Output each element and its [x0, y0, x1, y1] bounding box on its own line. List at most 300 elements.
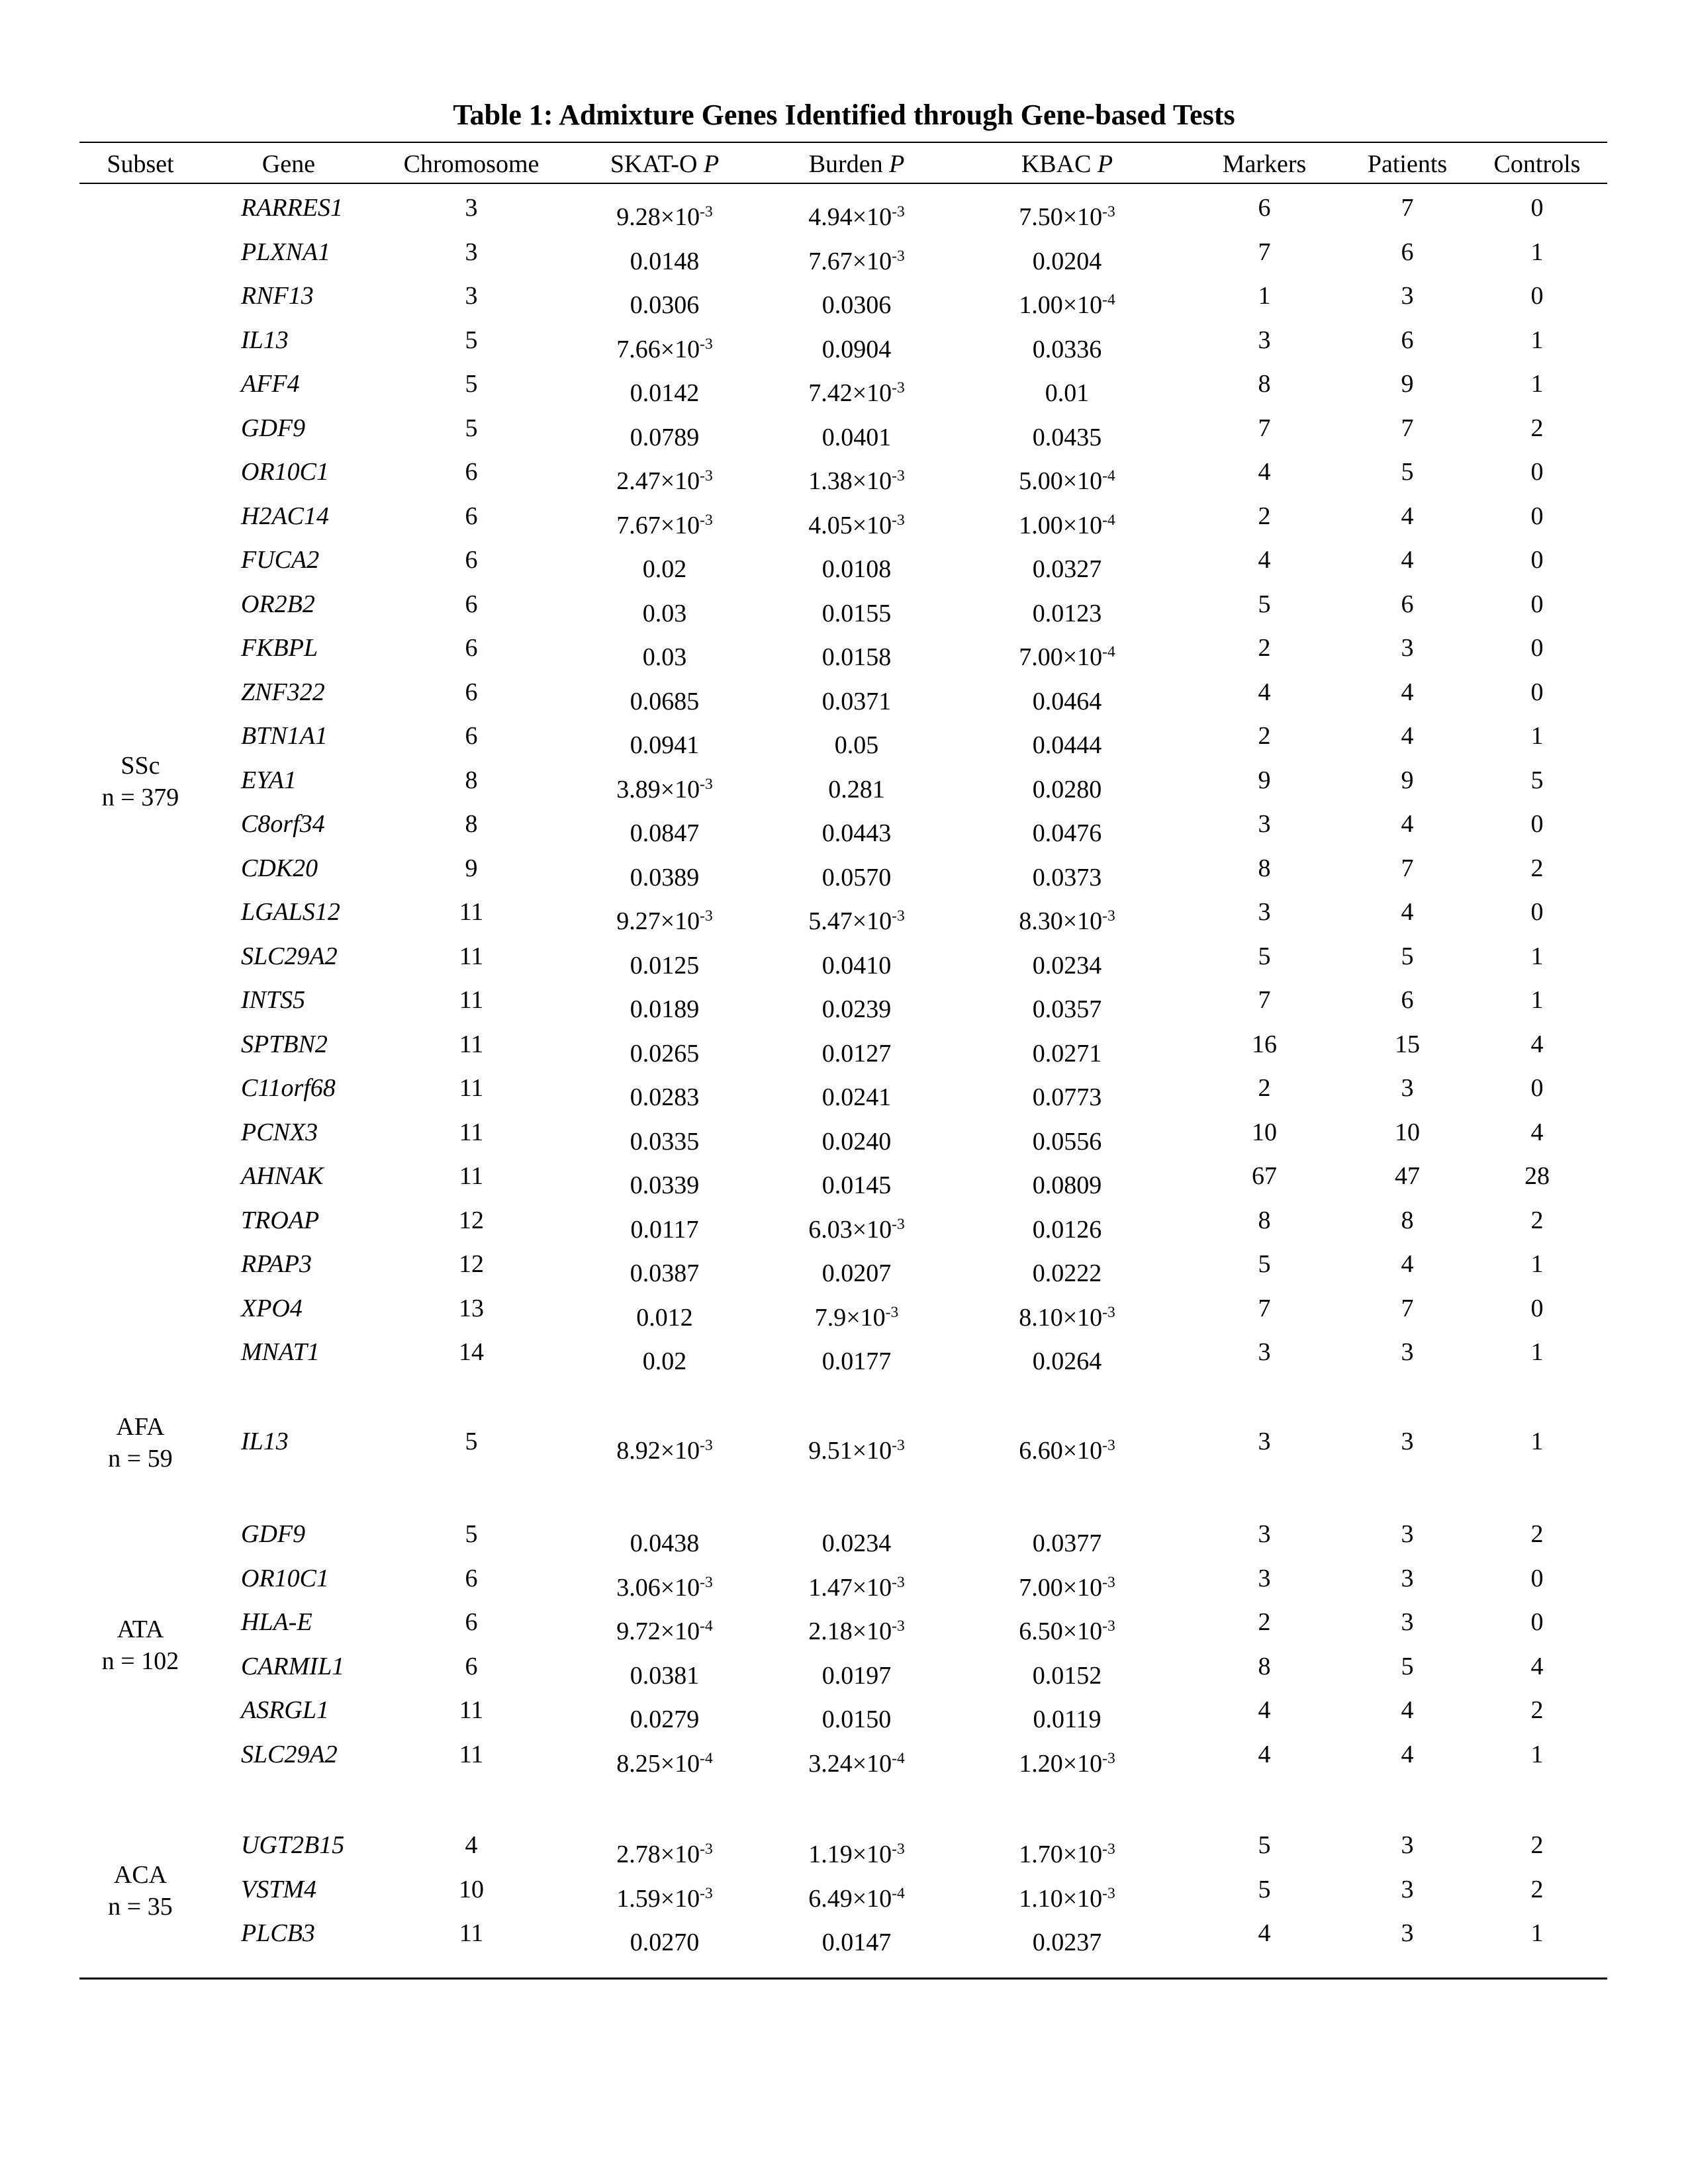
burden-p-cell: $4.94\times 10^{-3}$: [808, 203, 905, 231]
controls-cell: 0: [1530, 502, 1544, 530]
chromosome-cell: 5: [465, 1428, 478, 1455]
chromosome-cell: 13: [459, 1294, 484, 1322]
patients-cell: 9: [1401, 370, 1414, 398]
kbac-p-cell: 0.0464: [1032, 687, 1102, 715]
burden-p-cell: 0.0239: [821, 995, 892, 1023]
gene-cell: FUCA2: [241, 546, 320, 574]
kbac-p-cell: 0.0377: [1032, 1529, 1102, 1557]
patients-cell: 8: [1401, 1206, 1414, 1234]
subset-size: n = 59: [108, 1445, 173, 1473]
patients-cell: 7: [1401, 854, 1414, 882]
skat-o-p-cell: 0.0685: [630, 687, 700, 715]
chromosome-cell: 11: [459, 1696, 484, 1724]
skat-o-p-cell: 0.0265: [630, 1039, 700, 1068]
gene-cell: ZNF322: [241, 678, 325, 706]
burden-p-cell: $1.47\times 10^{-3}$: [808, 1573, 905, 1602]
patients-cell: 9: [1401, 766, 1414, 794]
subset-name: ACA: [113, 1860, 167, 1889]
markers-cell: 3: [1258, 1338, 1271, 1366]
kbac-p-cell: 0.0204: [1032, 247, 1102, 275]
gene-cell: UGT2B15: [241, 1831, 345, 1859]
header-burden-p: [809, 150, 905, 179]
gene-cell: SLC29A2: [241, 1740, 338, 1768]
chromosome-cell: 6: [465, 1608, 478, 1636]
controls-cell: 1: [1530, 986, 1544, 1014]
skat-o-p-cell: 0.0148: [630, 247, 700, 275]
markers-cell: 4: [1258, 1919, 1271, 1947]
markers-cell: 7: [1258, 1294, 1271, 1322]
kbac-p-cell: 0.0271: [1032, 1039, 1102, 1068]
header-skat-p: P: [703, 150, 720, 178]
subset-label: [102, 1614, 179, 1677]
patients-cell: 15: [1395, 1030, 1420, 1058]
burden-p-cell: 0.0158: [821, 643, 892, 671]
skat-o-p-cell: 0.0789: [630, 423, 700, 451]
burden-p-cell: 0.0127: [821, 1039, 892, 1068]
controls-cell: 1: [1530, 370, 1544, 398]
table-header-rule: [79, 183, 1607, 184]
burden-p-cell: 0.0371: [821, 687, 892, 715]
controls-cell: 1: [1530, 1250, 1544, 1278]
header-kbac-p: P: [1097, 150, 1113, 178]
markers-cell: 2: [1258, 1074, 1271, 1102]
kbac-p-cell: $5.00\times 10^{-4}$: [1019, 467, 1115, 495]
kbac-p-cell: 0.0152: [1032, 1661, 1102, 1690]
skat-o-p-cell: 0.03: [642, 643, 687, 671]
skat-o-p-cell: $9.27\times 10^{-3}$: [616, 907, 713, 935]
subset-label: [108, 1859, 172, 1923]
controls-cell: 2: [1530, 1696, 1544, 1724]
skat-o-p-cell: 0.0189: [630, 995, 700, 1023]
gene-cell: RNF13: [241, 282, 314, 310]
markers-cell: 16: [1252, 1030, 1277, 1058]
controls-cell: 0: [1530, 458, 1544, 486]
skat-o-p-cell: 0.0142: [630, 379, 700, 407]
gene-cell: CARMIL1: [241, 1652, 345, 1680]
patients-cell: 5: [1401, 1652, 1414, 1680]
gene-cell: PLXNA1: [241, 238, 331, 266]
controls-cell: 2: [1530, 1206, 1544, 1234]
controls-cell: 0: [1530, 678, 1544, 706]
controls-cell: 1: [1530, 1919, 1544, 1947]
header-kbac-label: KBAC: [1021, 150, 1092, 178]
markers-cell: 4: [1258, 1696, 1271, 1724]
controls-cell: 0: [1530, 634, 1544, 662]
burden-p-cell: $3.24\times 10^{-4}$: [808, 1749, 905, 1778]
skat-o-p-cell: $9.72\times 10^{-4}$: [616, 1617, 713, 1645]
controls-cell: 2: [1530, 1520, 1544, 1548]
kbac-p-cell: $6.50\times 10^{-3}$: [1019, 1617, 1115, 1645]
patients-cell: 6: [1401, 986, 1414, 1014]
kbac-p-cell: $7.00\times 10^{-3}$: [1019, 1573, 1115, 1602]
table-title: Table 1: Admixture Genes Identified through Gene-based Tests: [453, 99, 1235, 131]
patients-cell: 3: [1401, 282, 1414, 310]
markers-cell: 3: [1258, 810, 1271, 838]
header-burden-p: P: [889, 150, 905, 178]
burden-p-cell: $2.18\times 10^{-3}$: [808, 1617, 905, 1645]
chromosome-cell: 11: [459, 986, 484, 1014]
kbac-p-cell: 0.0336: [1032, 335, 1102, 363]
controls-cell: 28: [1524, 1162, 1550, 1190]
gene-cell: CDK20: [241, 854, 318, 882]
burden-p-cell: 0.0234: [821, 1529, 892, 1557]
patients-cell: 7: [1401, 194, 1414, 222]
kbac-p-cell: $1.20\times 10^{-3}$: [1019, 1749, 1115, 1778]
kbac-p-cell: 0.0556: [1032, 1127, 1102, 1156]
gene-cell: BTN1A1: [241, 722, 328, 750]
gene-cell: ASRGL1: [241, 1696, 329, 1724]
chromosome-cell: 5: [465, 326, 478, 354]
markers-cell: 8: [1258, 1652, 1271, 1680]
chromosome-cell: 6: [465, 502, 478, 530]
gene-cell: RARRES1: [241, 194, 344, 222]
subset-name: AFA: [116, 1413, 165, 1441]
burden-p-cell: $4.05\times 10^{-3}$: [808, 511, 905, 539]
chromosome-cell: 11: [459, 1118, 484, 1146]
burden-p-cell: $1.19\times 10^{-3}$: [808, 1841, 905, 1868]
skat-o-p-cell: 0.02: [642, 555, 687, 583]
burden-p-cell: 0.0207: [821, 1259, 892, 1287]
kbac-p-cell: 0.0119: [1033, 1706, 1102, 1733]
controls-cell: 0: [1530, 810, 1544, 838]
skat-o-p-cell: 0.012: [636, 1303, 693, 1332]
skat-o-p-cell: 0.03: [642, 599, 687, 627]
kbac-p-cell: 0.0435: [1032, 423, 1102, 451]
chromosome-cell: 6: [465, 1652, 478, 1680]
burden-p-cell: $1.38\times 10^{-3}$: [808, 467, 905, 495]
controls-cell: 0: [1530, 1564, 1544, 1592]
patients-cell: 3: [1401, 1564, 1414, 1592]
subset-size: n = 35: [108, 1892, 173, 1921]
kbac-p-cell: $1.00\times 10^{-4}$: [1019, 291, 1115, 319]
markers-cell: 7: [1258, 238, 1271, 266]
patients-cell: 4: [1401, 810, 1414, 838]
gene-cell: IL13: [241, 326, 289, 354]
markers-cell: 7: [1258, 986, 1271, 1014]
markers-cell: 5: [1258, 1831, 1271, 1859]
markers-cell: 3: [1258, 1520, 1271, 1548]
burden-p-cell: 0.0155: [821, 599, 892, 627]
chromosome-cell: 5: [465, 370, 478, 398]
skat-o-p-cell: 0.0117: [630, 1215, 699, 1244]
patients-cell: 6: [1401, 238, 1414, 266]
patients-cell: 47: [1395, 1162, 1420, 1190]
patients-cell: 3: [1401, 1074, 1414, 1102]
subset-name: ATA: [117, 1615, 164, 1644]
chromosome-cell: 3: [465, 238, 478, 266]
kbac-p-cell: $8.30\times 10^{-3}$: [1019, 907, 1115, 935]
kbac-p-cell: 0.0357: [1032, 995, 1102, 1023]
markers-cell: 5: [1258, 590, 1271, 618]
chromosome-cell: 9: [465, 854, 478, 882]
patients-cell: 5: [1401, 942, 1414, 970]
table-bottom-rule: [79, 1978, 1607, 1979]
chromosome-cell: 11: [459, 1919, 484, 1947]
chromosome-cell: 6: [465, 722, 478, 750]
controls-cell: 4: [1530, 1030, 1544, 1058]
markers-cell: 2: [1258, 722, 1271, 750]
chromosome-cell: 14: [459, 1338, 484, 1366]
burden-p-cell: $7.67\times 10^{-3}$: [808, 247, 905, 275]
markers-cell: 3: [1258, 326, 1271, 354]
kbac-p-cell: 0.0809: [1032, 1171, 1102, 1199]
kbac-p-cell: 0.0773: [1032, 1083, 1102, 1111]
skat-o-p-cell: 0.0381: [630, 1661, 700, 1690]
patients-cell: 4: [1401, 898, 1414, 926]
kbac-p-cell: $1.00\times 10^{-4}$: [1019, 511, 1115, 539]
chromosome-cell: 6: [465, 458, 478, 486]
kbac-p-cell: 0.0234: [1032, 951, 1102, 979]
chromosome-cell: 11: [459, 942, 484, 970]
chromosome-cell: 12: [459, 1250, 484, 1278]
skat-o-p-cell: $3.89\times 10^{-3}$: [616, 775, 713, 803]
markers-cell: 7: [1258, 414, 1271, 442]
patients-cell: 3: [1401, 1875, 1414, 1903]
kbac-p-cell: 0.0237: [1032, 1929, 1102, 1956]
patients-cell: 6: [1401, 590, 1414, 618]
markers-cell: 8: [1258, 854, 1271, 882]
controls-cell: 0: [1530, 1608, 1544, 1636]
kbac-p-cell: 0.0222: [1032, 1259, 1102, 1287]
controls-cell: 0: [1530, 546, 1544, 574]
kbac-p-cell: $8.10\times 10^{-3}$: [1019, 1303, 1115, 1332]
controls-cell: 0: [1530, 194, 1544, 222]
controls-cell: 1: [1530, 942, 1544, 970]
markers-cell: 4: [1258, 678, 1271, 706]
chromosome-cell: 10: [459, 1875, 484, 1903]
skat-o-p-cell: 0.0387: [630, 1259, 700, 1287]
header-patients: Patients: [1367, 150, 1448, 178]
gene-cell: OR10C1: [241, 1564, 329, 1592]
patients-cell: 3: [1401, 1831, 1414, 1859]
controls-cell: 1: [1530, 1338, 1544, 1366]
markers-cell: 4: [1258, 546, 1271, 574]
burden-p-cell: 0.05: [834, 731, 879, 759]
markers-cell: 5: [1258, 942, 1271, 970]
skat-o-p-cell: 0.0335: [630, 1127, 700, 1156]
kbac-p-cell: $1.70\times 10^{-3}$: [1019, 1841, 1115, 1868]
gene-cell: SPTBN2: [241, 1030, 328, 1058]
controls-cell: 0: [1530, 590, 1544, 618]
burden-p-cell: 0.0410: [821, 951, 892, 979]
skat-o-p-cell: $2.47\times 10^{-3}$: [616, 467, 713, 495]
gene-cell: MNAT1: [241, 1338, 320, 1366]
gene-cell: C11orf68: [241, 1074, 336, 1102]
patients-cell: 4: [1401, 1696, 1414, 1724]
patients-cell: 3: [1401, 1428, 1414, 1455]
burden-p-cell: 0.0197: [821, 1661, 892, 1690]
skat-o-p-cell: $8.25\times 10^{-4}$: [616, 1749, 713, 1778]
kbac-p-cell: $7.50\times 10^{-3}$: [1019, 203, 1115, 231]
table-top-rule: [79, 142, 1607, 143]
kbac-p-cell: 0.01: [1045, 379, 1090, 407]
chromosome-cell: 3: [465, 194, 478, 222]
controls-cell: 0: [1530, 1294, 1544, 1322]
kbac-p-cell: $1.10\times 10^{-3}$: [1019, 1884, 1115, 1913]
header-controls: Controls: [1493, 150, 1581, 178]
gene-cell: GDF9: [241, 414, 306, 442]
controls-cell: 4: [1530, 1118, 1544, 1146]
chromosome-cell: 6: [465, 678, 478, 706]
skat-o-p-cell: 0.0941: [630, 731, 700, 759]
skat-o-p-cell: 0.0438: [630, 1529, 700, 1557]
skat-o-p-cell: 0.0339: [630, 1171, 700, 1199]
subset-name: SSc: [120, 751, 160, 780]
burden-p-cell: 0.0150: [821, 1706, 892, 1733]
gene-cell: VSTM4: [241, 1875, 316, 1903]
chromosome-cell: 5: [465, 414, 478, 442]
gene-cell: PCNX3: [241, 1118, 318, 1146]
skat-o-p-cell: 0.0125: [630, 951, 700, 979]
gene-cell: C8orf34: [241, 810, 325, 838]
burden-p-cell: $6.49\times 10^{-4}$: [808, 1884, 905, 1913]
kbac-p-cell: 0.0280: [1032, 775, 1102, 803]
kbac-p-cell: 0.0373: [1032, 863, 1102, 891]
burden-p-cell: 0.0306: [821, 291, 892, 319]
markers-cell: 67: [1252, 1162, 1277, 1190]
header-skat-label: SKAT-O: [610, 150, 698, 178]
patients-cell: 3: [1401, 1919, 1414, 1947]
subset-size: n = 102: [101, 1647, 179, 1676]
chromosome-cell: 11: [459, 898, 484, 926]
skat-o-p-cell: $2.78\times 10^{-3}$: [616, 1841, 713, 1868]
patients-cell: 4: [1401, 1740, 1414, 1768]
kbac-p-cell: 0.0126: [1032, 1215, 1102, 1244]
controls-cell: 4: [1530, 1652, 1544, 1680]
chromosome-cell: 3: [465, 282, 478, 310]
chromosome-cell: 4: [465, 1831, 478, 1859]
gene-cell: GDF9: [241, 1520, 306, 1548]
controls-cell: 1: [1530, 326, 1544, 354]
burden-p-cell: 0.281: [828, 775, 885, 803]
gene-cell: FKBPL: [241, 634, 318, 662]
skat-o-p-cell: $7.66\times 10^{-3}$: [616, 335, 713, 363]
header-kbac-p: [1021, 150, 1113, 179]
burden-p-cell: 0.0241: [821, 1083, 892, 1111]
markers-cell: 10: [1252, 1118, 1277, 1146]
chromosome-cell: 6: [465, 590, 478, 618]
burden-p-cell: 0.0147: [821, 1929, 892, 1956]
markers-cell: 3: [1258, 898, 1271, 926]
gene-cell: H2AC14: [241, 502, 329, 530]
patients-cell: 4: [1401, 546, 1414, 574]
skat-o-p-cell: 0.0283: [630, 1083, 700, 1111]
controls-cell: 1: [1530, 722, 1544, 750]
burden-p-cell: 0.0401: [821, 423, 892, 451]
patients-cell: 7: [1401, 1294, 1414, 1322]
patients-cell: 5: [1401, 458, 1414, 486]
burden-p-cell: 0.0904: [821, 335, 892, 363]
gene-cell: RPAP3: [241, 1250, 312, 1278]
gene-cell: IL13: [241, 1428, 289, 1455]
patients-cell: 3: [1401, 1520, 1414, 1548]
chromosome-cell: 11: [459, 1740, 484, 1768]
gene-cell: SLC29A2: [241, 942, 338, 970]
skat-o-p-cell: 0.0279: [630, 1706, 700, 1733]
header-chromosome: Chromosome: [403, 150, 539, 178]
gene-cell: TROAP: [241, 1206, 320, 1234]
skat-o-p-cell: 0.0306: [630, 291, 700, 319]
skat-o-p-cell: $9.28\times 10^{-3}$: [616, 203, 713, 231]
burden-p-cell: $7.42\times 10^{-3}$: [808, 379, 905, 407]
skat-o-p-cell: $1.59\times 10^{-3}$: [616, 1884, 713, 1913]
header-skat-o-p: [610, 150, 719, 179]
patients-cell: 4: [1401, 678, 1414, 706]
subset-size: n = 379: [101, 783, 179, 811]
gene-cell: INTS5: [241, 986, 306, 1014]
chromosome-cell: 11: [459, 1074, 484, 1102]
burden-p-cell: $9.51\times 10^{-3}$: [808, 1437, 905, 1465]
patients-cell: 4: [1401, 1250, 1414, 1278]
skat-o-p-cell: 0.0389: [630, 863, 700, 891]
gene-cell: AHNAK: [241, 1162, 324, 1190]
patients-cell: 3: [1401, 1608, 1414, 1636]
markers-cell: 4: [1258, 458, 1271, 486]
controls-cell: 2: [1530, 414, 1544, 442]
markers-cell: 4: [1258, 1740, 1271, 1768]
markers-cell: 8: [1258, 370, 1271, 398]
gene-cell: EYA1: [241, 766, 297, 794]
gene-cell: AFF4: [241, 370, 300, 398]
chromosome-cell: 5: [465, 1520, 478, 1548]
chromosome-cell: 11: [459, 1030, 484, 1058]
chromosome-cell: 8: [465, 810, 478, 838]
kbac-p-cell: 0.0444: [1032, 731, 1102, 759]
patients-cell: 4: [1401, 502, 1414, 530]
gene-cell: PLCB3: [241, 1919, 315, 1947]
markers-cell: 9: [1258, 766, 1271, 794]
kbac-p-cell: 0.0264: [1032, 1347, 1102, 1375]
gene-cell: OR2B2: [241, 590, 315, 618]
patients-cell: 7: [1401, 414, 1414, 442]
subset-label: [102, 750, 179, 813]
controls-cell: 0: [1530, 898, 1544, 926]
markers-cell: 8: [1258, 1206, 1271, 1234]
header-burden-label: Burden: [808, 150, 883, 178]
markers-cell: 6: [1258, 194, 1271, 222]
subset-label: [108, 1411, 172, 1475]
kbac-p-cell: 0.0327: [1032, 555, 1102, 583]
controls-cell: 2: [1530, 1875, 1544, 1903]
markers-cell: 5: [1258, 1875, 1271, 1903]
chromosome-cell: 6: [465, 1564, 478, 1592]
header-markers: Markers: [1222, 150, 1307, 178]
markers-cell: 2: [1258, 1608, 1271, 1636]
skat-o-p-cell: $3.06\times 10^{-3}$: [616, 1573, 713, 1602]
burden-p-cell: $6.03\times 10^{-3}$: [808, 1215, 905, 1244]
chromosome-cell: 8: [465, 766, 478, 794]
burden-p-cell: 0.0177: [821, 1347, 892, 1375]
chromosome-cell: 12: [459, 1206, 484, 1234]
controls-cell: 1: [1530, 1740, 1544, 1768]
header-gene: Gene: [261, 150, 316, 178]
controls-cell: 0: [1530, 1074, 1544, 1102]
controls-cell: 2: [1530, 1831, 1544, 1859]
kbac-p-cell: 0.0123: [1032, 599, 1102, 627]
skat-o-p-cell: $8.92\times 10^{-3}$: [616, 1437, 713, 1465]
kbac-p-cell: 0.0476: [1032, 819, 1102, 847]
burden-p-cell: $5.47\times 10^{-3}$: [808, 907, 905, 935]
chromosome-cell: 11: [459, 1162, 484, 1190]
controls-cell: 1: [1530, 1428, 1544, 1455]
gene-cell: LGALS12: [241, 898, 340, 926]
patients-cell: 3: [1401, 1338, 1414, 1366]
patients-cell: 4: [1401, 722, 1414, 750]
gene-cell: XPO4: [241, 1294, 303, 1322]
skat-o-p-cell: 0.0270: [630, 1929, 700, 1956]
controls-cell: 0: [1530, 282, 1544, 310]
markers-cell: 2: [1258, 634, 1271, 662]
